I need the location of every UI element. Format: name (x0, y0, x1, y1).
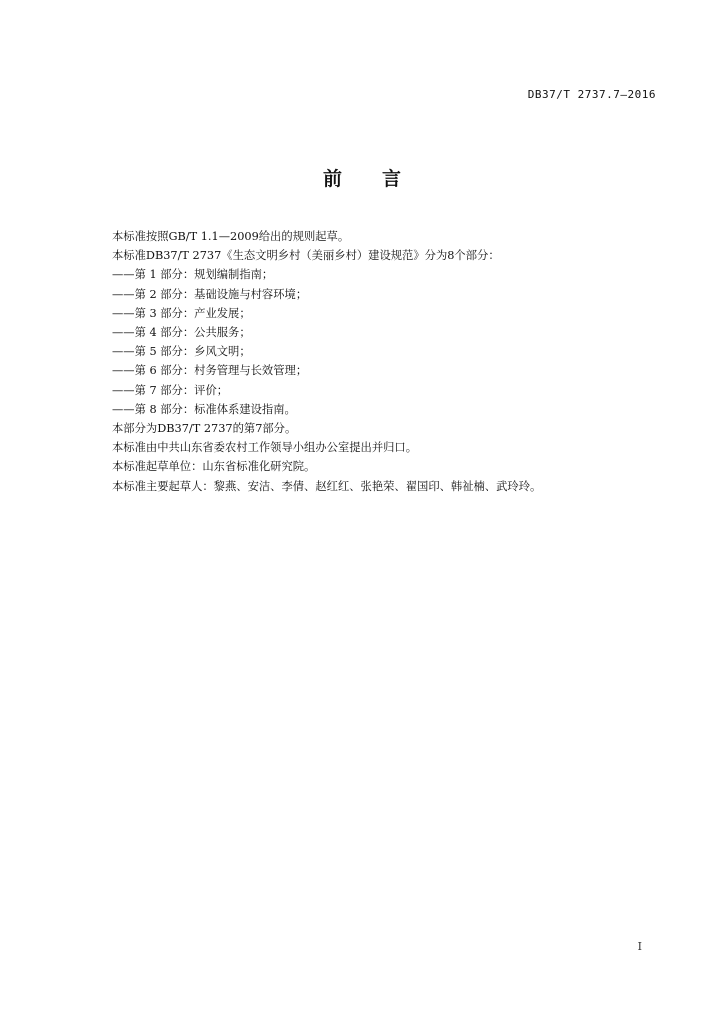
paragraph-standard-parts: 本标准DB37/T 2737《生态文明乡村（美丽乡村）建设规范》分为8个部分： (112, 249, 500, 263)
list-item-part-4: ——第 4 部分：公共服务； (112, 326, 251, 340)
list-item-part-2: ——第 2 部分：基础设施与村容环境； (112, 287, 308, 301)
foreword-body (112, 227, 672, 496)
page-number: I (637, 940, 642, 953)
paragraph-proposed-by: 本标准由中共山东省委农村工作领导小组办公室提出并归口。 (112, 441, 418, 455)
standard-code: DB37/T 2737.7—2016 (527, 88, 656, 101)
list-item-part-8: ——第 8 部分：标准体系建设指南。 (112, 402, 296, 416)
list-item-part-7: ——第 7 部分：评价； (112, 383, 229, 397)
paragraph-drafters: 本标准主要起草人：黎燕、安洁、李倩、赵红红、张艳荣、翟国印、韩祉楠、武玲玲。 (112, 479, 542, 493)
list-item-part-5: ——第 5 部分：乡风文明； (112, 345, 251, 359)
paragraph-this-part: 本部分为DB37/T 2737的第7部分。 (112, 422, 297, 436)
title-char-2: 言 (382, 168, 402, 190)
list-item-part-6: ——第 6 部分：村务管理与长效管理； (112, 364, 308, 378)
list-item-part-3: ——第 3 部分：产业发展； (112, 306, 251, 320)
title-char-1: 前 (322, 168, 342, 190)
list-item-part-1: ——第 1 部分：规划编制指南； (112, 268, 274, 282)
page-title (0, 164, 724, 191)
paragraph-drafting-rules: 本标准按照GB/T 1.1—2009给出的规则起草。 (112, 230, 350, 243)
paragraph-drafting-unit: 本标准起草单位：山东省标准化研究院。 (112, 460, 316, 474)
